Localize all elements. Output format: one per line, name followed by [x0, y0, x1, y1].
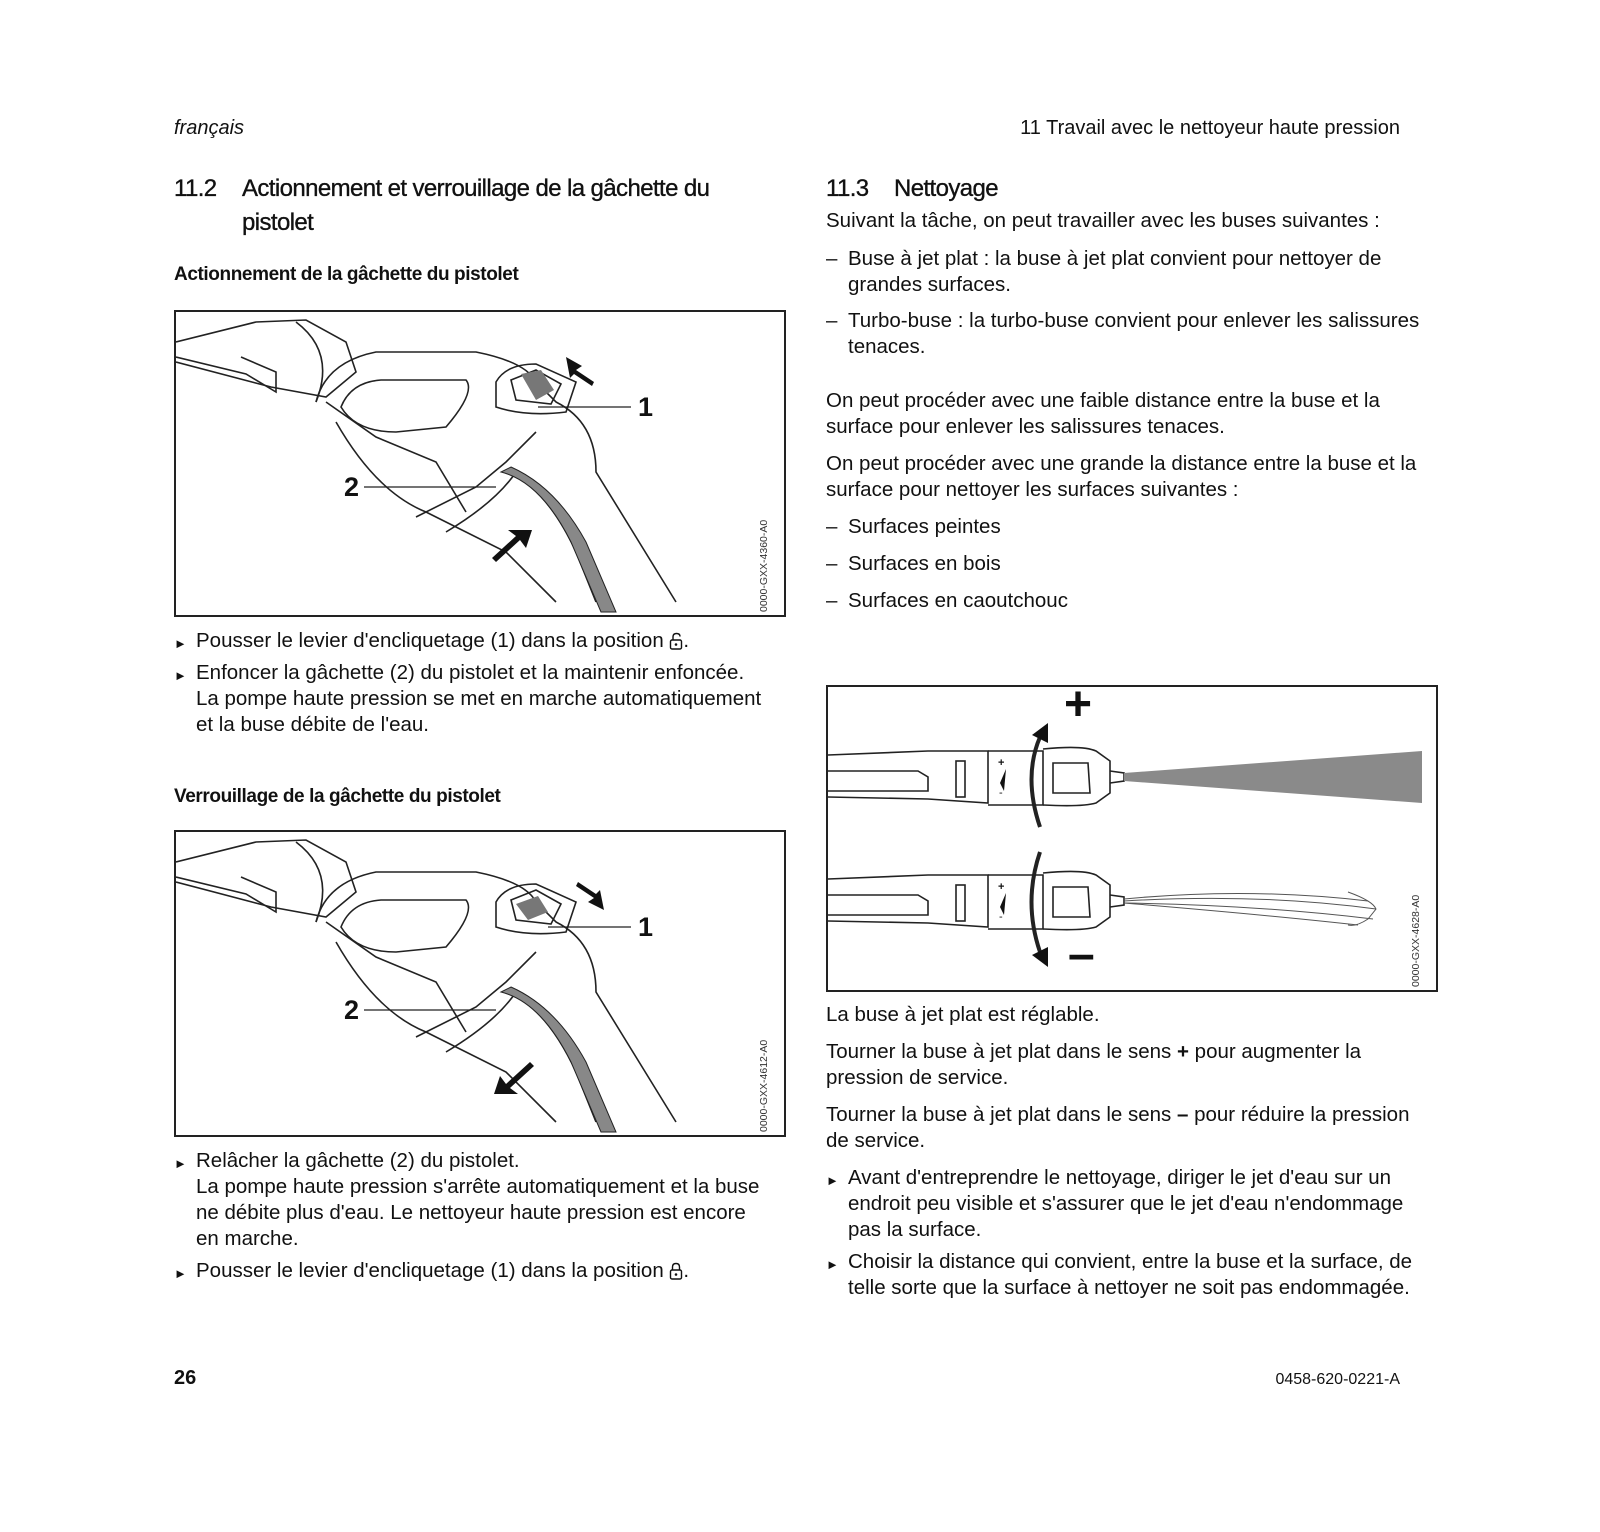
section-title: Actionnement et verrouillage de la gâchette du pistolet — [242, 175, 710, 236]
document-code: 0458-620-0221-A — [1275, 1371, 1400, 1388]
ring-minus-mark: - — [999, 911, 1003, 923]
locked-padlock-icon — [669, 1262, 683, 1280]
section-number: 11.3 — [826, 175, 869, 202]
minus-sign: – — [1068, 928, 1095, 981]
bullet-arrow-icon: ► — [826, 1257, 839, 1272]
dash-marker: – — [826, 515, 838, 538]
adjustable-paragraph: La buse à jet plat est réglable. — [826, 1003, 1100, 1026]
bullet-arrow-icon: ► — [174, 1156, 187, 1171]
ring-plus-mark: + — [998, 881, 1005, 893]
gun-drawing-lock — [176, 832, 784, 1135]
text-span: Tourner la buse à jet plat dans le sens — [826, 1103, 1177, 1126]
text-span: pour réduire la pression de service. — [826, 1103, 1410, 1152]
surface-list — [826, 514, 1426, 614]
paragraph-small-distance: On peut procéder avec une faible distance entre la buse et la surface pour enlever les salissures tenaces. — [826, 389, 1380, 438]
step-item — [174, 628, 774, 654]
step-item — [174, 1148, 774, 1252]
figure-trigger-locking — [174, 830, 786, 1137]
list-item — [826, 246, 1426, 298]
ring-minus-mark: - — [999, 787, 1003, 799]
dash-marker: – — [826, 589, 838, 612]
steps-actuation — [174, 628, 774, 738]
step-item — [174, 1258, 774, 1284]
step-text: Enfoncer la gâchette (2) du pistolet et la maintenir enfoncée. — [196, 661, 745, 684]
plus-sign-inline: + — [1177, 1040, 1189, 1063]
header-chapter: 11 Travail avec le nettoyeur haute pression — [1020, 117, 1400, 139]
gun-drawing-unlock — [176, 312, 784, 615]
callout-1: 1 — [638, 912, 654, 942]
list-item-text: Surfaces en caoutchouc — [848, 589, 1068, 612]
step-note: La pompe haute pression se met en marche automatiquement et la buse débite de l'eau. — [196, 687, 762, 736]
step-note: La pompe haute pression s'arrête automatiquement et la buse ne débite plus d'eau. Le nettoyeur haute pression est encore en marche. — [196, 1175, 760, 1250]
dash-marker: – — [826, 247, 838, 270]
subheading-actionnement: Actionnement de la gâchette du pistolet — [174, 264, 519, 285]
figure-nozzle-adjustment — [826, 685, 1438, 992]
dash-marker: – — [826, 309, 838, 332]
step-end: . — [683, 629, 690, 652]
unlocked-padlock-icon — [669, 632, 683, 650]
step-item — [826, 1165, 1431, 1243]
minus-sign-inline: – — [1177, 1103, 1189, 1126]
nozzle-list — [826, 246, 1426, 360]
page-number: 26 — [174, 1367, 197, 1389]
list-item — [826, 588, 1426, 614]
turn-minus-paragraph — [826, 1102, 1431, 1154]
ring-plus-mark: + — [998, 757, 1005, 769]
step-item — [174, 660, 774, 738]
list-item-text: Surfaces en bois — [848, 552, 1001, 575]
callout-2: 2 — [344, 472, 360, 502]
list-item-text: Turbo-buse : la turbo-buse convient pour enlever les salissures tenaces. — [848, 309, 1420, 358]
list-item — [826, 551, 1426, 577]
figure-code: 0000-GXX-4612-A0 — [758, 1039, 770, 1132]
figure-code: 0000-GXX-4628-A0 — [1410, 894, 1422, 987]
section-title: Nettoyage — [894, 175, 999, 202]
step-item — [826, 1249, 1431, 1301]
list-item-text: Buse à jet plat : la buse à jet plat convient pour nettoyer de grandes surfaces. — [848, 247, 1382, 296]
callout-2: 2 — [344, 995, 360, 1025]
list-item — [826, 308, 1426, 360]
bullet-arrow-icon: ► — [174, 636, 187, 651]
step-text: Pousser le levier d'encliquetage (1) dans la position — [196, 1259, 664, 1282]
plus-sign: + — [1064, 685, 1093, 731]
nozzle-drawing — [828, 687, 1436, 990]
figure-code: 0000-GXX-4360-A0 — [758, 519, 770, 612]
bullet-arrow-icon: ► — [826, 1173, 839, 1188]
list-item — [826, 514, 1426, 540]
step-text: Choisir la distance qui convient, entre la buse et la surface, de telle sorte que la surface à nettoyer ne soit pas endommagée. — [848, 1250, 1413, 1299]
intro-paragraph: Suivant la tâche, on peut travailler avec les buses suivantes : — [826, 209, 1380, 232]
cleaning-steps — [826, 1165, 1431, 1301]
bullet-arrow-icon: ► — [174, 1266, 187, 1281]
steps-locking — [174, 1148, 774, 1284]
bullet-arrow-icon: ► — [174, 668, 187, 683]
list-item-text: Surfaces peintes — [848, 515, 1001, 538]
left-column — [174, 172, 774, 285]
section-11-3-heading — [826, 172, 1426, 206]
dash-marker: – — [826, 552, 838, 575]
step-text: Avant d'entreprendre le nettoyage, diriger le jet d'eau sur un endroit peu visible et s'assurer que le jet d'eau n'endommage pas la surface. — [848, 1166, 1404, 1241]
step-end: . — [683, 1259, 690, 1282]
figure-trigger-actuation — [174, 310, 786, 617]
header-language: français — [174, 117, 245, 139]
callout-1: 1 — [638, 392, 654, 422]
step-text: Pousser le levier d'encliquetage (1) dans la position — [196, 629, 664, 652]
subheading-verrouillage: Verrouillage de la gâchette du pistolet — [174, 786, 501, 807]
text-span: Tourner la buse à jet plat dans le sens — [826, 1040, 1177, 1063]
right-column — [826, 172, 1426, 614]
section-11-2-heading — [174, 172, 774, 240]
section-number: 11.2 — [174, 175, 217, 202]
turn-plus-paragraph — [826, 1039, 1431, 1091]
text-span: pour augmenter la pression de service. — [826, 1040, 1362, 1089]
paragraph-large-distance: On peut procéder avec une grande la distance entre la buse et la surface pour nettoyer les surfaces suivantes : — [826, 452, 1417, 501]
step-text: Relâcher la gâchette (2) du pistolet. — [196, 1149, 520, 1172]
right-column-lower — [826, 1002, 1431, 1301]
